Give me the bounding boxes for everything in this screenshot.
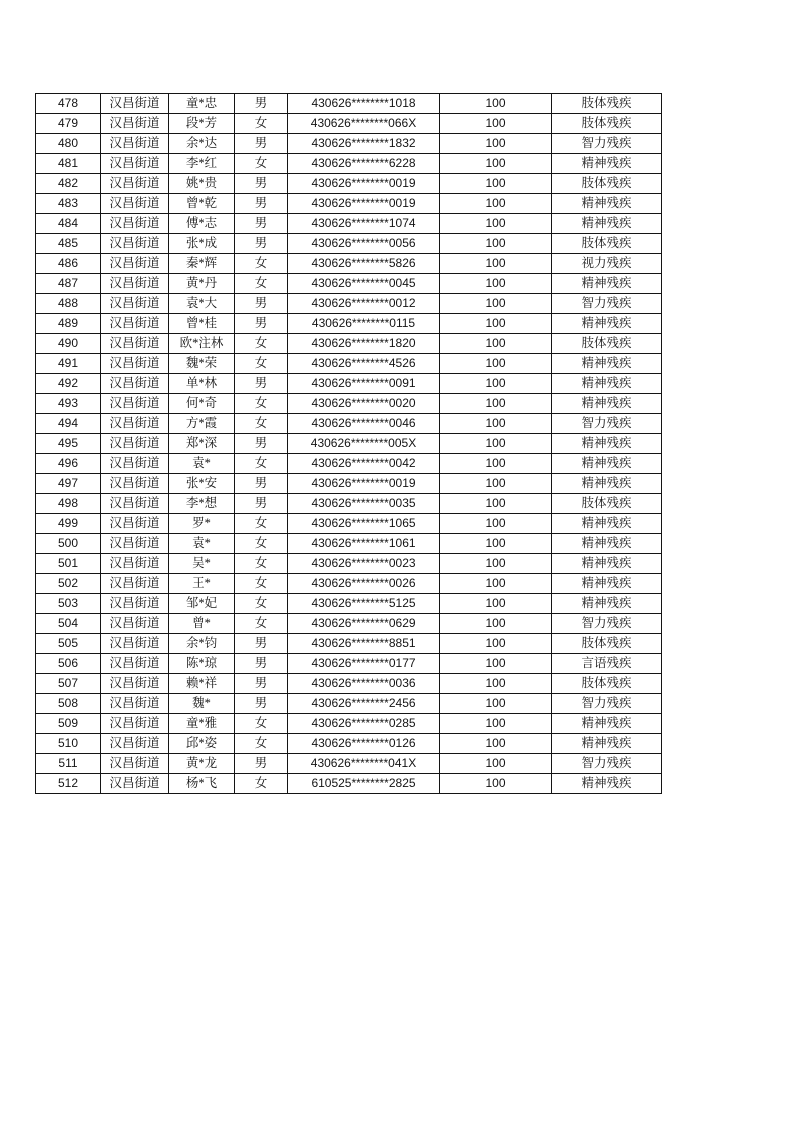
cell-name: 郑*深 (169, 434, 235, 454)
table-row (36, 354, 662, 374)
cell-name: 邹*妃 (169, 594, 235, 614)
cell-street: 汉昌街道 (101, 414, 169, 434)
cell-amount: 100 (440, 714, 552, 734)
cell-id-number: 430626********1074 (288, 214, 440, 234)
cell-gender: 女 (235, 534, 288, 554)
cell-amount: 100 (440, 654, 552, 674)
cell-disability-type: 精神残疾 (552, 734, 662, 754)
cell-name: 黄*丹 (169, 274, 235, 294)
table-row (36, 754, 662, 774)
subsidy-roster-table (35, 93, 662, 794)
table-row (36, 94, 662, 114)
cell-name: 袁* (169, 454, 235, 474)
cell-disability-type: 精神残疾 (552, 574, 662, 594)
cell-amount: 100 (440, 734, 552, 754)
cell-gender: 女 (235, 274, 288, 294)
cell-disability-type: 言语残疾 (552, 654, 662, 674)
cell-gender: 女 (235, 594, 288, 614)
cell-gender: 男 (235, 214, 288, 234)
cell-serial-number: 484 (36, 214, 101, 234)
cell-amount: 100 (440, 214, 552, 234)
cell-id-number: 430626********0012 (288, 294, 440, 314)
cell-amount: 100 (440, 294, 552, 314)
cell-name: 邱*姿 (169, 734, 235, 754)
cell-gender: 男 (235, 634, 288, 654)
cell-gender: 男 (235, 134, 288, 154)
cell-street: 汉昌街道 (101, 714, 169, 734)
cell-id-number: 430626********066X (288, 114, 440, 134)
cell-serial-number: 492 (36, 374, 101, 394)
cell-amount: 100 (440, 614, 552, 634)
cell-disability-type: 肢体残疾 (552, 334, 662, 354)
cell-name: 欧*注林 (169, 334, 235, 354)
cell-street: 汉昌街道 (101, 374, 169, 394)
table-row (36, 134, 662, 154)
cell-street: 汉昌街道 (101, 174, 169, 194)
table-row (36, 374, 662, 394)
cell-name: 童*雅 (169, 714, 235, 734)
cell-amount: 100 (440, 594, 552, 614)
cell-street: 汉昌街道 (101, 234, 169, 254)
cell-serial-number: 504 (36, 614, 101, 634)
cell-gender: 女 (235, 254, 288, 274)
cell-name: 李*红 (169, 154, 235, 174)
cell-serial-number: 482 (36, 174, 101, 194)
cell-name: 罗* (169, 514, 235, 534)
cell-serial-number: 479 (36, 114, 101, 134)
cell-id-number: 430626********1832 (288, 134, 440, 154)
table-row (36, 114, 662, 134)
cell-street: 汉昌街道 (101, 94, 169, 114)
cell-gender: 女 (235, 454, 288, 474)
cell-gender: 女 (235, 554, 288, 574)
table-row (36, 634, 662, 654)
cell-id-number: 430626********0045 (288, 274, 440, 294)
cell-serial-number: 511 (36, 754, 101, 774)
table-row (36, 574, 662, 594)
cell-gender: 男 (235, 674, 288, 694)
cell-disability-type: 肢体残疾 (552, 674, 662, 694)
cell-gender: 男 (235, 194, 288, 214)
cell-serial-number: 485 (36, 234, 101, 254)
cell-id-number: 430626********5826 (288, 254, 440, 274)
cell-id-number: 430626********1065 (288, 514, 440, 534)
table-row (36, 454, 662, 474)
cell-serial-number: 488 (36, 294, 101, 314)
cell-amount: 100 (440, 334, 552, 354)
cell-street: 汉昌街道 (101, 354, 169, 374)
cell-disability-type: 精神残疾 (552, 514, 662, 534)
cell-id-number: 430626********0091 (288, 374, 440, 394)
cell-id-number: 430626********0036 (288, 674, 440, 694)
cell-disability-type: 精神残疾 (552, 454, 662, 474)
cell-gender: 男 (235, 694, 288, 714)
cell-amount: 100 (440, 494, 552, 514)
cell-street: 汉昌街道 (101, 454, 169, 474)
cell-serial-number: 483 (36, 194, 101, 214)
cell-amount: 100 (440, 374, 552, 394)
cell-disability-type: 精神残疾 (552, 594, 662, 614)
cell-street: 汉昌街道 (101, 394, 169, 414)
cell-serial-number: 500 (36, 534, 101, 554)
cell-id-number: 430626********0019 (288, 174, 440, 194)
cell-id-number: 430626********0026 (288, 574, 440, 594)
cell-id-number: 430626********0019 (288, 194, 440, 214)
cell-amount: 100 (440, 234, 552, 254)
cell-street: 汉昌街道 (101, 734, 169, 754)
cell-amount: 100 (440, 194, 552, 214)
cell-disability-type: 智力残疾 (552, 754, 662, 774)
cell-name: 余*钧 (169, 634, 235, 654)
table-row (36, 394, 662, 414)
cell-id-number: 430626********0115 (288, 314, 440, 334)
cell-serial-number: 489 (36, 314, 101, 334)
cell-name: 魏* (169, 694, 235, 714)
cell-gender: 男 (235, 94, 288, 114)
cell-disability-type: 智力残疾 (552, 294, 662, 314)
cell-street: 汉昌街道 (101, 674, 169, 694)
cell-id-number: 430626********0042 (288, 454, 440, 474)
cell-name: 张*成 (169, 234, 235, 254)
cell-disability-type: 精神残疾 (552, 554, 662, 574)
cell-amount: 100 (440, 314, 552, 334)
cell-serial-number: 506 (36, 654, 101, 674)
cell-street: 汉昌街道 (101, 474, 169, 494)
cell-gender: 女 (235, 154, 288, 174)
cell-gender: 男 (235, 754, 288, 774)
cell-disability-type: 视力残疾 (552, 254, 662, 274)
cell-street: 汉昌街道 (101, 434, 169, 454)
cell-gender: 男 (235, 294, 288, 314)
cell-serial-number: 509 (36, 714, 101, 734)
cell-amount: 100 (440, 434, 552, 454)
table-row (36, 434, 662, 454)
table-row (36, 314, 662, 334)
cell-serial-number: 486 (36, 254, 101, 274)
cell-name: 秦*辉 (169, 254, 235, 274)
cell-amount: 100 (440, 454, 552, 474)
cell-disability-type: 精神残疾 (552, 214, 662, 234)
cell-name: 陈*琼 (169, 654, 235, 674)
cell-gender: 男 (235, 654, 288, 674)
cell-disability-type: 精神残疾 (552, 154, 662, 174)
cell-street: 汉昌街道 (101, 214, 169, 234)
cell-name: 段*芳 (169, 114, 235, 134)
cell-serial-number: 497 (36, 474, 101, 494)
table-row (36, 594, 662, 614)
table-row (36, 414, 662, 434)
cell-serial-number: 480 (36, 134, 101, 154)
cell-id-number: 430626********0629 (288, 614, 440, 634)
cell-gender: 男 (235, 314, 288, 334)
cell-id-number: 430626********0023 (288, 554, 440, 574)
cell-serial-number: 501 (36, 554, 101, 574)
cell-id-number: 430626********0046 (288, 414, 440, 434)
cell-street: 汉昌街道 (101, 274, 169, 294)
cell-name: 曾* (169, 614, 235, 634)
cell-serial-number: 493 (36, 394, 101, 414)
cell-id-number: 430626********0126 (288, 734, 440, 754)
table-row (36, 234, 662, 254)
cell-disability-type: 智力残疾 (552, 414, 662, 434)
cell-name: 曾*乾 (169, 194, 235, 214)
table-row (36, 774, 662, 794)
cell-name: 杨*飞 (169, 774, 235, 794)
cell-disability-type: 智力残疾 (552, 134, 662, 154)
cell-gender: 男 (235, 434, 288, 454)
cell-disability-type: 精神残疾 (552, 434, 662, 454)
cell-gender: 女 (235, 614, 288, 634)
cell-id-number: 430626********0020 (288, 394, 440, 414)
cell-street: 汉昌街道 (101, 634, 169, 654)
cell-disability-type: 精神残疾 (552, 354, 662, 374)
cell-amount: 100 (440, 154, 552, 174)
cell-disability-type: 精神残疾 (552, 194, 662, 214)
cell-amount: 100 (440, 274, 552, 294)
cell-amount: 100 (440, 174, 552, 194)
cell-street: 汉昌街道 (101, 294, 169, 314)
cell-serial-number: 478 (36, 94, 101, 114)
table-body (36, 94, 662, 794)
cell-street: 汉昌街道 (101, 694, 169, 714)
cell-name: 黄*龙 (169, 754, 235, 774)
cell-name: 何*奇 (169, 394, 235, 414)
cell-disability-type: 精神残疾 (552, 774, 662, 794)
cell-amount: 100 (440, 134, 552, 154)
cell-gender: 女 (235, 354, 288, 374)
cell-disability-type: 肢体残疾 (552, 114, 662, 134)
cell-disability-type: 智力残疾 (552, 694, 662, 714)
table-row (36, 714, 662, 734)
cell-disability-type: 精神残疾 (552, 274, 662, 294)
cell-gender: 男 (235, 494, 288, 514)
cell-disability-type: 肢体残疾 (552, 634, 662, 654)
table-row (36, 674, 662, 694)
cell-street: 汉昌街道 (101, 514, 169, 534)
cell-gender: 女 (235, 414, 288, 434)
cell-id-number: 430626********0019 (288, 474, 440, 494)
cell-disability-type: 肢体残疾 (552, 234, 662, 254)
cell-serial-number: 505 (36, 634, 101, 654)
cell-gender: 女 (235, 734, 288, 754)
cell-name: 姚*贵 (169, 174, 235, 194)
cell-street: 汉昌街道 (101, 194, 169, 214)
cell-id-number: 430626********1018 (288, 94, 440, 114)
cell-amount: 100 (440, 754, 552, 774)
cell-id-number: 430626********8851 (288, 634, 440, 654)
table-row (36, 534, 662, 554)
cell-serial-number: 508 (36, 694, 101, 714)
cell-disability-type: 肢体残疾 (552, 94, 662, 114)
cell-disability-type: 精神残疾 (552, 714, 662, 734)
cell-street: 汉昌街道 (101, 314, 169, 334)
cell-id-number: 430626********0035 (288, 494, 440, 514)
table-row (36, 214, 662, 234)
table-row (36, 154, 662, 174)
table-row (36, 554, 662, 574)
cell-gender: 女 (235, 114, 288, 134)
cell-id-number: 430626********0177 (288, 654, 440, 674)
cell-id-number: 430626********041X (288, 754, 440, 774)
cell-id-number: 430626********005X (288, 434, 440, 454)
cell-amount: 100 (440, 474, 552, 494)
table-row (36, 294, 662, 314)
cell-amount: 100 (440, 354, 552, 374)
cell-amount: 100 (440, 534, 552, 554)
cell-amount: 100 (440, 514, 552, 534)
table-row (36, 174, 662, 194)
cell-id-number: 430626********5125 (288, 594, 440, 614)
cell-name: 吴* (169, 554, 235, 574)
cell-disability-type: 智力残疾 (552, 614, 662, 634)
cell-street: 汉昌街道 (101, 754, 169, 774)
cell-street: 汉昌街道 (101, 574, 169, 594)
cell-serial-number: 494 (36, 414, 101, 434)
table-row (36, 654, 662, 674)
cell-street: 汉昌街道 (101, 614, 169, 634)
cell-serial-number: 496 (36, 454, 101, 474)
table-row (36, 474, 662, 494)
cell-name: 魏*荣 (169, 354, 235, 374)
cell-amount: 100 (440, 774, 552, 794)
cell-serial-number: 487 (36, 274, 101, 294)
cell-gender: 女 (235, 714, 288, 734)
cell-serial-number: 491 (36, 354, 101, 374)
cell-disability-type: 精神残疾 (552, 374, 662, 394)
cell-street: 汉昌街道 (101, 534, 169, 554)
cell-street: 汉昌街道 (101, 114, 169, 134)
cell-gender: 女 (235, 394, 288, 414)
cell-name: 傅*志 (169, 214, 235, 234)
cell-id-number: 430626********4526 (288, 354, 440, 374)
cell-serial-number: 490 (36, 334, 101, 354)
cell-amount: 100 (440, 574, 552, 594)
cell-name: 单*林 (169, 374, 235, 394)
cell-disability-type: 精神残疾 (552, 314, 662, 334)
cell-serial-number: 510 (36, 734, 101, 754)
cell-disability-type: 肢体残疾 (552, 174, 662, 194)
cell-street: 汉昌街道 (101, 594, 169, 614)
cell-disability-type: 精神残疾 (552, 394, 662, 414)
cell-gender: 男 (235, 174, 288, 194)
cell-gender: 男 (235, 474, 288, 494)
cell-name: 赖*祥 (169, 674, 235, 694)
cell-gender: 女 (235, 334, 288, 354)
cell-serial-number: 498 (36, 494, 101, 514)
cell-disability-type: 肢体残疾 (552, 494, 662, 514)
cell-serial-number: 481 (36, 154, 101, 174)
cell-name: 方*霞 (169, 414, 235, 434)
cell-serial-number: 503 (36, 594, 101, 614)
table-row (36, 734, 662, 754)
cell-amount: 100 (440, 114, 552, 134)
cell-serial-number: 499 (36, 514, 101, 534)
cell-id-number: 430626********6228 (288, 154, 440, 174)
cell-amount: 100 (440, 674, 552, 694)
cell-name: 余*达 (169, 134, 235, 154)
cell-id-number: 610525********2825 (288, 774, 440, 794)
cell-street: 汉昌街道 (101, 134, 169, 154)
table-row (36, 614, 662, 634)
table-row (36, 274, 662, 294)
cell-id-number: 430626********0056 (288, 234, 440, 254)
cell-serial-number: 502 (36, 574, 101, 594)
cell-disability-type: 精神残疾 (552, 474, 662, 494)
cell-street: 汉昌街道 (101, 334, 169, 354)
cell-disability-type: 精神残疾 (552, 534, 662, 554)
cell-gender: 男 (235, 374, 288, 394)
cell-serial-number: 507 (36, 674, 101, 694)
cell-gender: 女 (235, 774, 288, 794)
cell-street: 汉昌街道 (101, 774, 169, 794)
cell-name: 李*想 (169, 494, 235, 514)
cell-street: 汉昌街道 (101, 154, 169, 174)
table-row (36, 334, 662, 354)
cell-street: 汉昌街道 (101, 554, 169, 574)
cell-name: 王* (169, 574, 235, 594)
cell-amount: 100 (440, 694, 552, 714)
cell-name: 曾*桂 (169, 314, 235, 334)
cell-gender: 女 (235, 514, 288, 534)
cell-name: 袁*大 (169, 294, 235, 314)
cell-amount: 100 (440, 394, 552, 414)
cell-amount: 100 (440, 414, 552, 434)
cell-id-number: 430626********2456 (288, 694, 440, 714)
cell-serial-number: 512 (36, 774, 101, 794)
cell-id-number: 430626********1061 (288, 534, 440, 554)
cell-id-number: 430626********1820 (288, 334, 440, 354)
cell-id-number: 430626********0285 (288, 714, 440, 734)
cell-gender: 男 (235, 234, 288, 254)
cell-gender: 女 (235, 574, 288, 594)
cell-name: 袁* (169, 534, 235, 554)
cell-street: 汉昌街道 (101, 654, 169, 674)
cell-amount: 100 (440, 254, 552, 274)
table-row (36, 694, 662, 714)
table-row (36, 514, 662, 534)
cell-street: 汉昌街道 (101, 494, 169, 514)
cell-street: 汉昌街道 (101, 254, 169, 274)
table-row (36, 254, 662, 274)
cell-amount: 100 (440, 634, 552, 654)
cell-amount: 100 (440, 554, 552, 574)
cell-name: 童*忠 (169, 94, 235, 114)
table-row (36, 494, 662, 514)
table-row (36, 194, 662, 214)
cell-name: 张*安 (169, 474, 235, 494)
cell-amount: 100 (440, 94, 552, 114)
cell-serial-number: 495 (36, 434, 101, 454)
